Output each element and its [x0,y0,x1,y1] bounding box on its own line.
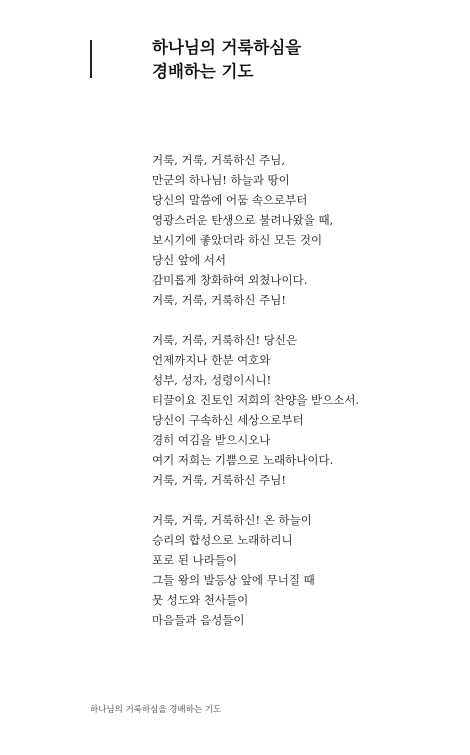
title-line-2: 경배하는 기도 [152,62,254,81]
poem-line: 거룩, 거룩, 거룩하신! 당신은 [152,333,298,347]
poem-line: 성부, 성자, 성령이시니! [152,373,272,387]
poem-line: 승리의 합성으로 노래하리니 [152,533,293,547]
title-accent-bar [90,40,92,78]
poem-line: 그들 왕의 발등상 앞에 무너질 때 [152,573,315,587]
page-footer: 하나님의 거룩하심을 경배하는 기도 [90,705,222,715]
poem-line: 영광스러운 탄생으로 불려나왔을 때, [152,213,334,227]
poem-line: 거룩, 거룩, 거룩하신 주님! [152,473,286,487]
poem-line: 언제까지나 한분 여호와 [152,353,271,367]
poem-line: 마음들과 음성들이 [152,613,245,627]
poem-line: 감미롭게 창화하여 외쳤나이다. [152,273,308,287]
poem-line: 거룩, 거룩, 거룩하신 주님! [152,293,286,307]
poem-line: 여기 저희는 기쁨으로 노래하나이다. [152,453,334,467]
stanza-2 [152,330,452,490]
poem-line: 거룩, 거룩, 거룩하신! 온 하늘이 [152,513,312,527]
poem-line: 거룩, 거룩, 거룩하신 주님, [152,153,286,167]
stanza-1 [152,150,452,310]
title-line-1: 하나님의 거룩하심을 [152,38,302,57]
poem-line: 뭇 성도와 천사들이 [152,593,249,607]
stanza-3 [152,510,452,630]
poem-line: 당신이 구속하신 세상으로부터 [152,413,304,427]
poem-line: 당신 앞에 서서 [152,253,226,267]
poem-body [152,150,452,650]
poem-line: 경히 여김을 받으시오나 [152,433,271,447]
poem-line: 보시기에 좋았더라 하신 모든 것이 [152,233,323,247]
poem-line: 당신의 말씀에 어둠 속으로부터 [152,193,308,207]
poem-line: 티끌이요 진토인 저희의 찬양을 받으소서. [152,393,360,407]
page-title [152,36,442,84]
poem-line: 포로 된 나라들이 [152,553,238,567]
poem-line: 만군의 하나님! 하늘과 땅이 [152,173,290,187]
